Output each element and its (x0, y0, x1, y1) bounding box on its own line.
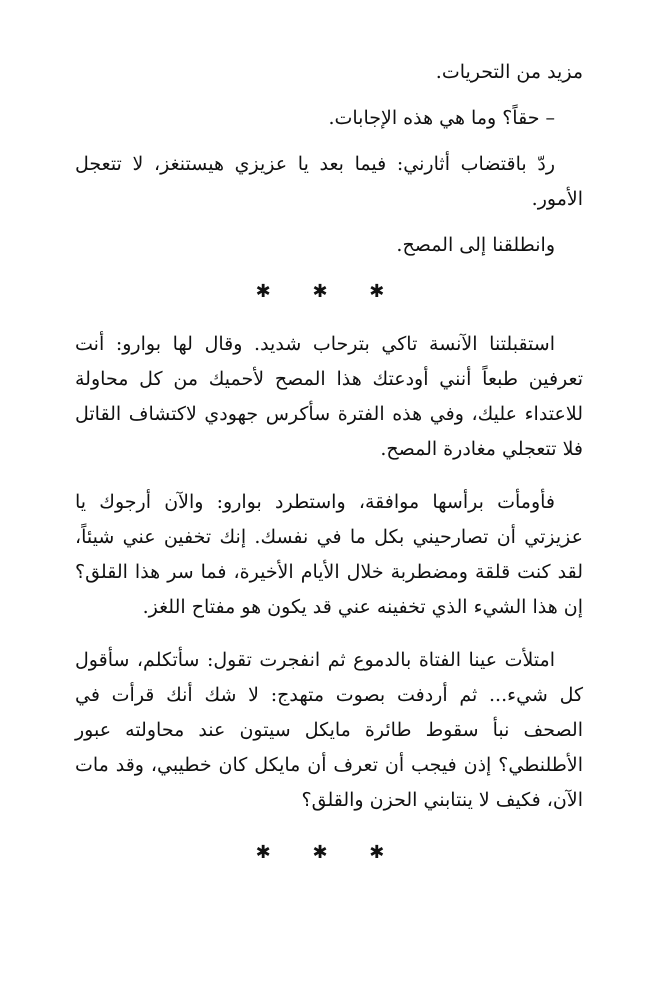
paragraph-departure: وانطلقنا إلى المصح. (396, 234, 555, 256)
section-separator-stars-end: ✱ ✱ ✱ (255, 842, 403, 863)
paragraph-confession: امتلأت عينا الفتاة بالدموع ثم انفجرت تقول: سأتكلم، سأقول كل شيء... ثم أردفت بصوت متهدج: لا شك أنك قرأت في الصحف نبأ سقوط طائرة مايكل سيتون عند محاولته عبور الأطلنطي؟ إذن فيجب أن تعرف أن مايكل كان خطيبي، وقد مات الآن، فكيف لا ينتابني الحزن والقلق؟ (75, 649, 583, 811)
book-page (75, 55, 583, 868)
paragraph-poirot-question: فأومأت برأسها موافقة، واستطرد بوارو: والآن أرجوك يا عزيزتي أن تصارحيني بكل ما في نفسك. إنك تخفين عني شيئاً، لقد كنت قلقة ومضطربة خلال الأيام الأخيرة، فما سر هذا القلق؟ إن هذا الشيء الذي تخفينه عني قد يكون هو مفتاح اللغز. (75, 491, 583, 618)
paragraph-dialogue: – حقاً؟ وما هي هذه الإجابات. (328, 107, 555, 129)
paragraph-reply: ردّ باقتضاب أثارني: فيما بعد يا عزيزي هيستنغز، لا تتعجل الأمور. (75, 153, 583, 210)
section-separator-stars: ✱ ✱ ✱ (255, 281, 403, 302)
paragraph-reception: استقبلتنا الآنسة تاكي بترحاب شديد. وقال لها بوارو: أنت تعرفين طبعاً أنني أودعتك هذا المصح لأحميك من كل محاولة للاعتداء عليك، وفي هذه الفترة سأكرس جهودي لاكتشاف القاتل فلا تتعجلي مغادرة المصح. (75, 333, 583, 460)
paragraph-continuation: مزيد من التحريات. (435, 61, 583, 83)
